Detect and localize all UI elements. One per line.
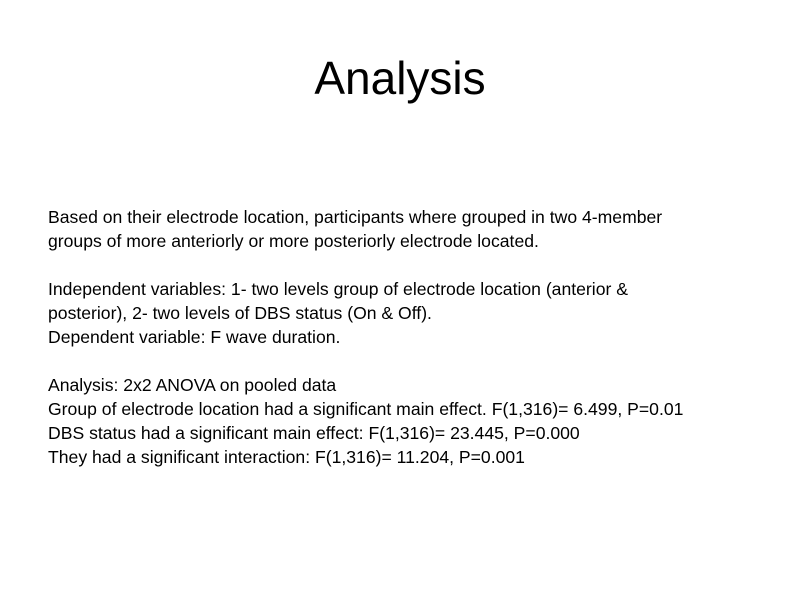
slide-body bbox=[48, 205, 788, 469]
body-line-spacer-1 bbox=[48, 253, 788, 277]
body-line-spacer-2 bbox=[48, 349, 788, 373]
body-line-grouping-1: Based on their electrode location, participants where grouped in two 4-member bbox=[48, 207, 663, 227]
body-line-group-effect: Group of electrode location had a significant main effect. F(1,316)= 6.499, P=0.01 bbox=[48, 399, 684, 419]
body-line-analysis: Analysis: 2x2 ANOVA on pooled data bbox=[48, 375, 337, 395]
body-line-dependent: Dependent variable: F wave duration. bbox=[48, 327, 341, 347]
slide-title: Analysis bbox=[314, 52, 486, 104]
body-line-dbs-effect: DBS status had a significant main effect: F(1,316)= 23.445, P=0.000 bbox=[48, 423, 580, 443]
body-line-independent-1: Independent variables: 1- two levels group of electrode location (anterior & bbox=[48, 279, 628, 299]
body-line-grouping-2: groups of more anteriorly or more posteriorly electrode located. bbox=[48, 231, 539, 251]
body-line-independent-2: posterior), 2- two levels of DBS status (On & Off). bbox=[48, 303, 432, 323]
body-line-interaction: They had a significant interaction: F(1,316)= 11.204, P=0.001 bbox=[48, 447, 525, 467]
